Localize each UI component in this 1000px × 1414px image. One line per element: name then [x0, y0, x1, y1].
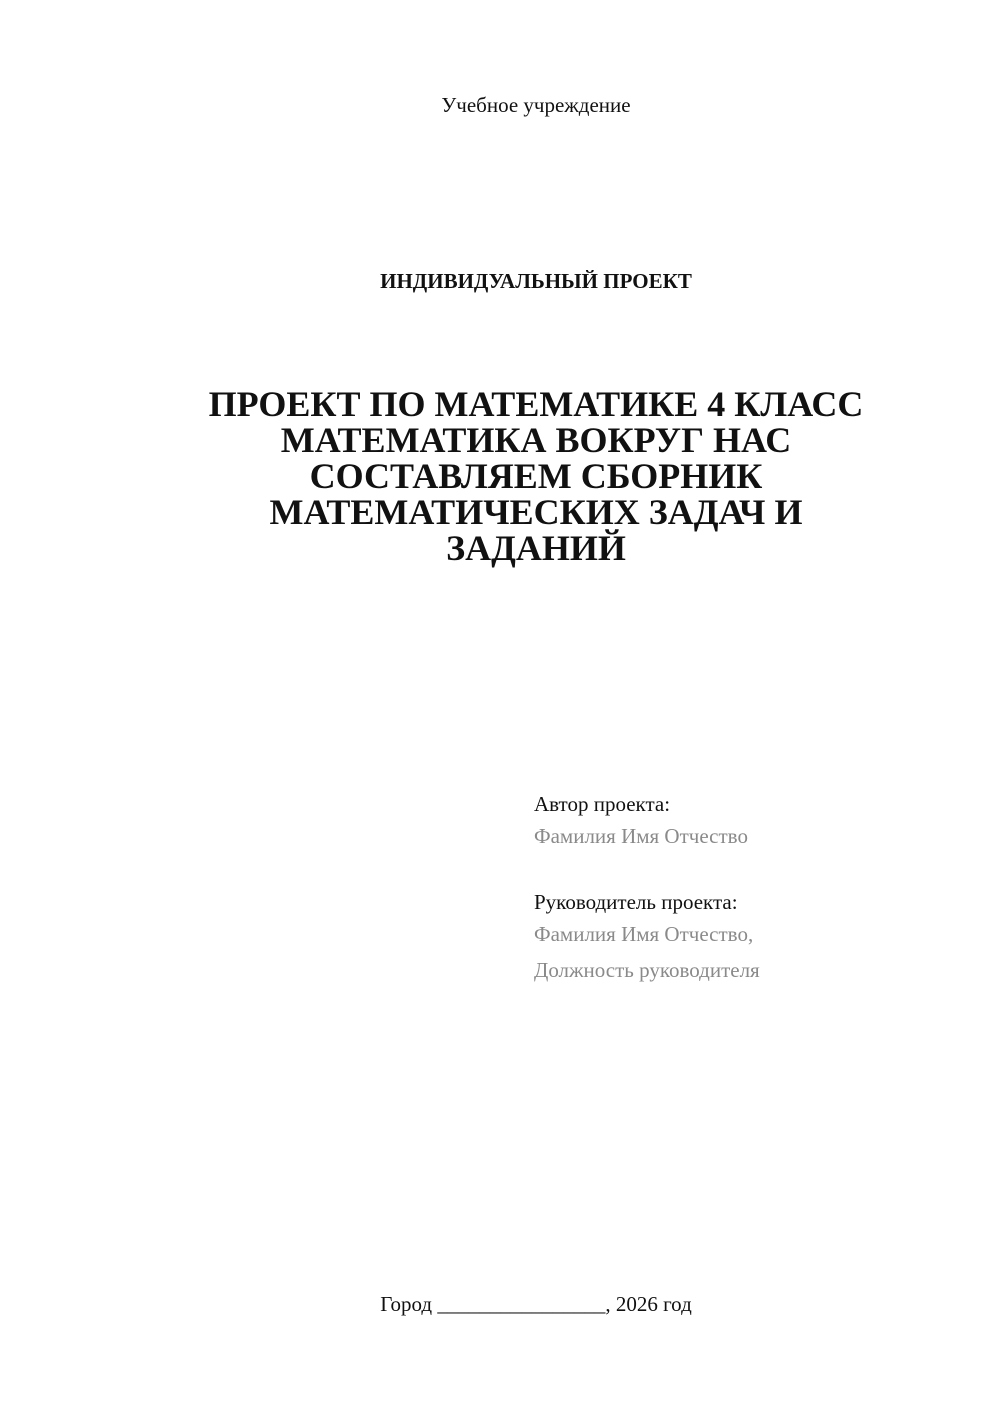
author-name: Фамилия Имя Отчество — [534, 824, 748, 848]
supervisor-name: Фамилия Имя Отчество, — [534, 922, 754, 946]
title-line: МАТЕМАТИКА ВОКРУГ НАС — [280, 420, 792, 460]
title-line: ПРОЕКТ ПО МАТЕМАТИКЕ 4 КЛАСС — [208, 384, 864, 424]
project-title — [170, 386, 902, 566]
title-line: СОСТАВЛЯЕМ СБОРНИК — [309, 456, 763, 496]
supervisor-label: Руководитель проекта: — [534, 890, 738, 914]
supervisor-position: Должность руководителя — [534, 958, 760, 982]
spacer — [534, 854, 974, 888]
title-line: ЗАДАНИЙ — [446, 528, 626, 568]
city-year-footer: Город ________________, 2026 год — [380, 1292, 692, 1316]
institution-name: Учебное учреждение — [441, 93, 631, 117]
author-label: Автор проекта: — [534, 792, 671, 816]
project-type-heading: ИНДИВИДУАЛЬНЫЙ ПРОЕКТ — [380, 269, 692, 293]
project-info — [534, 790, 974, 988]
title-line: МАТЕМАТИЧЕСКИХ ЗАДАЧ И — [269, 492, 803, 532]
